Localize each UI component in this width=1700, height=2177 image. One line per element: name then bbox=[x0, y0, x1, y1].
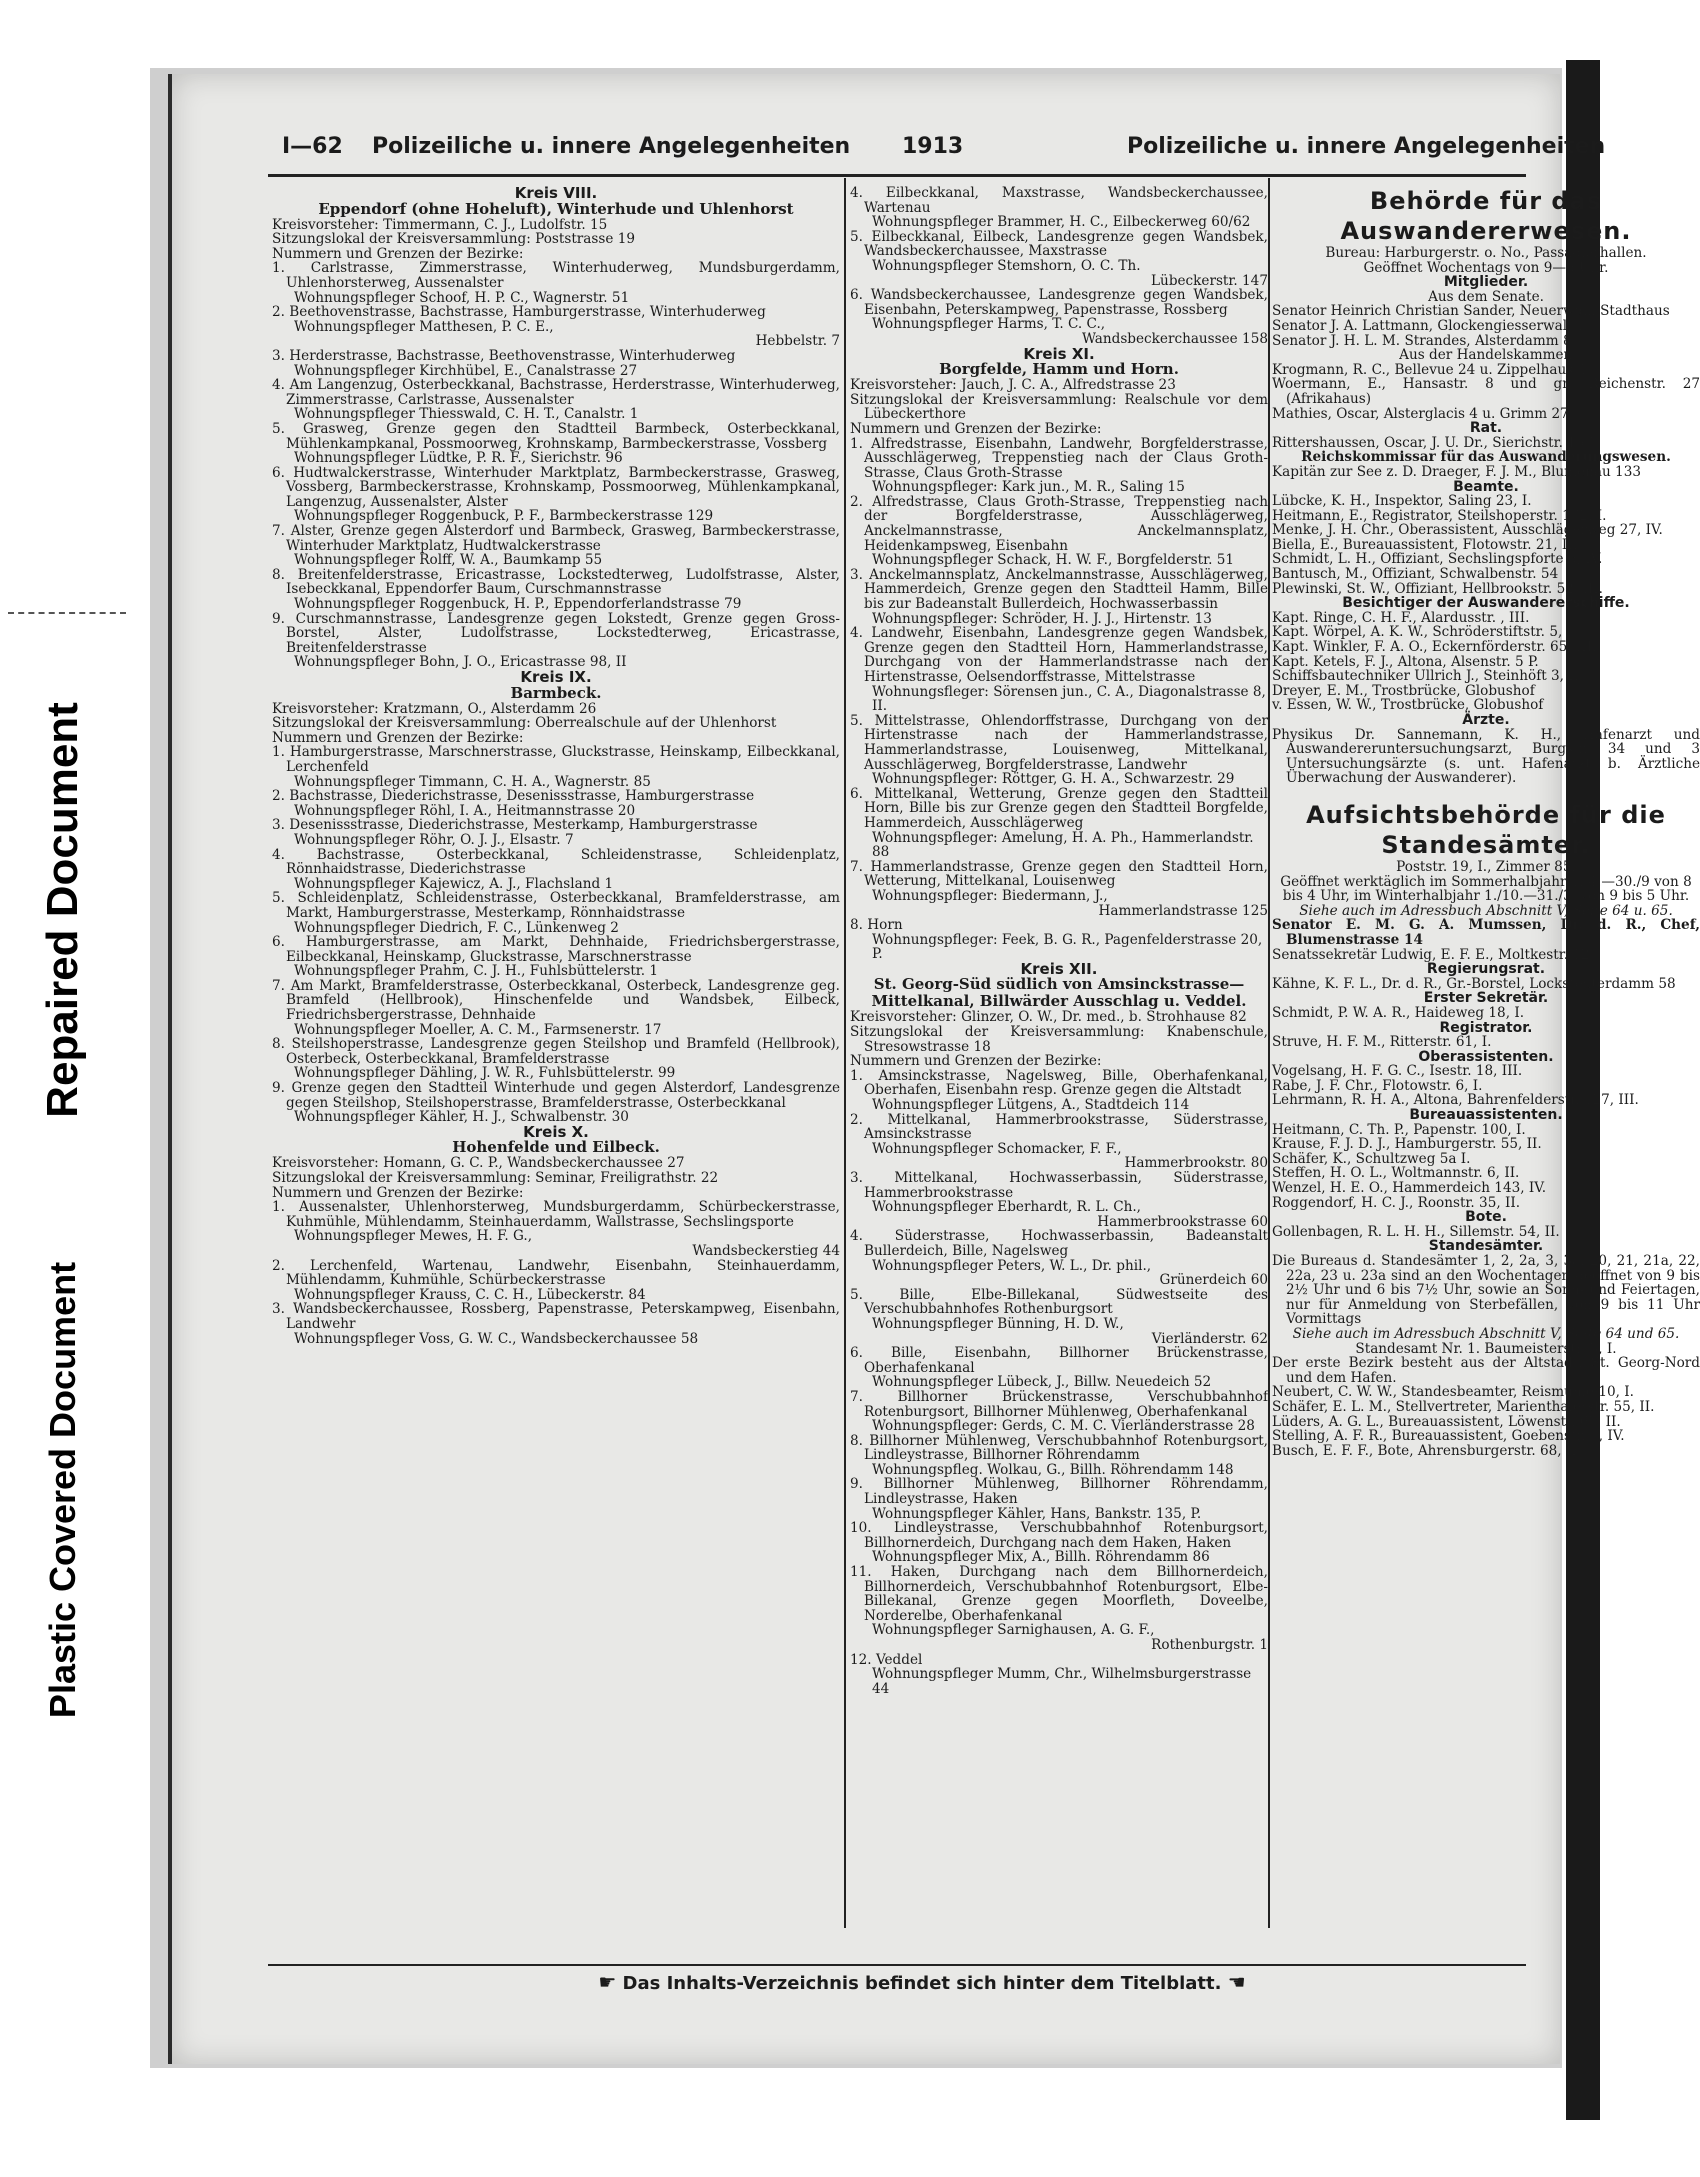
list-item: Kreisvorsteher: Kratzmann, O., Alsterdamm 26 bbox=[272, 700, 597, 717]
district-boundaries: 7. Alster, Grenze gegen Alsterdorf und Barmbeck, Grasweg, Barmbeckerstrasse, Winterhuder Marktplatz, Hudtwalckerstrasse bbox=[272, 523, 840, 554]
district-boundaries: 2. Bachstrasse, Diederichstrasse, Desenissstrasse, Hamburgerstrasse bbox=[272, 788, 755, 805]
wohnungspfleger: Wohnungspfleger: Biedermann, J., bbox=[872, 887, 1108, 904]
aufsichtsbehoerde-title: Aufsichtsbehörde für die Standesämter. bbox=[1306, 800, 1666, 859]
label-divider bbox=[8, 612, 126, 614]
wohnungspfleger: Wohnungspfleger Roggenbuck, P. F., Barmbeckerstrasse 129 bbox=[294, 508, 714, 525]
district-boundaries: 5. Schleidenplatz, Schleidenstrasse, Osterbeckkanal, Bramfelderstrasse, am Markt, Hamburgerstrasse, Mesterkamp, Rönnhaidstrasse bbox=[272, 890, 840, 921]
list-item: Krause, F. J. D. J., Hamburgerstr. 55, II. bbox=[1272, 1136, 1542, 1153]
district-entry bbox=[850, 186, 1268, 230]
wohnungspfleger: Wohnungspfleger Kajewicz, A. J., Flachsland 1 bbox=[294, 875, 614, 892]
list-item: Heitmann, C. Th. P., Papenstr. 100, I. bbox=[1272, 1121, 1526, 1138]
kreis-12-districts bbox=[850, 1069, 1268, 1697]
kreis-11-title: Kreis XI. bbox=[1023, 344, 1095, 363]
senate-members bbox=[1272, 304, 1700, 348]
standesaemter-siehe: Siehe auch im Adressbuch Abschnitt V, Seite 64 und 65. bbox=[1292, 1325, 1680, 1342]
wohnungspfleger: Wohnungspfleger Schomacker, F. F., bbox=[872, 1140, 1122, 1157]
aerzte-heading: Ärzte. bbox=[1462, 712, 1510, 728]
wohnungspfleger: Wohnungspfleger Lüdtke, P. R. F., Sierichstr. 96 bbox=[294, 450, 623, 467]
list-item: Stelling, A. F. R., Bureauassistent, Goebenstr. 7, IV. bbox=[1272, 1428, 1625, 1445]
header-title-left: Polizeiliche u. innere Angelegenheiten bbox=[372, 134, 851, 159]
list-item: Heitmann, E., Registrator, Steilshoperstr. 172, I. bbox=[1272, 507, 1607, 524]
district-entry bbox=[272, 1037, 840, 1081]
wohnungspfleger-address: Hammerbrookstrasse 60 bbox=[1097, 1213, 1268, 1230]
kreis-8-info bbox=[272, 218, 840, 262]
wohnungspfleger: Wohnungspfleger: Feek, B. G. R., Pagenfelderstrasse 20, P. bbox=[872, 931, 1263, 963]
document-page bbox=[168, 74, 1700, 2064]
bureau-address: Bureau: Harburgerstr. o. No., Passagierhallen. bbox=[1325, 245, 1647, 261]
district-boundaries: 8. Billhorner Mühlenweg, Verschubbahnhof Rotenburgsort, Lindleystrasse, Billhorner Röhrendamm bbox=[850, 1432, 1268, 1464]
wohnungspfleger: Wohnungspfleger Bünning, H. D. W., bbox=[872, 1315, 1124, 1332]
footer-note bbox=[472, 1970, 1372, 1994]
district-entry bbox=[850, 288, 1268, 346]
list-item: Nummern und Grenzen der Bezirke: bbox=[850, 1053, 1102, 1070]
list-item: Kreisvorsteher: Glinzer, O. W., Dr. med., b. Strohhause 82 bbox=[850, 1009, 1247, 1026]
district-boundaries: 1. Alfredstrasse, Eisenbahn, Landwehr, Borgfelderstrasse, Ausschlägerweg, Treppenstieg nach der Claus Groth-Strasse, Claus Groth-Strasse bbox=[850, 435, 1268, 481]
list-item: Schäfer, K., Schultzweg 5a I. bbox=[1272, 1150, 1471, 1167]
district-boundaries: 6. Hudtwalckerstrasse, Winterhuder Marktplatz, Barmbeckerstrasse, Grasweg, Vossberg, Barmbeckerstrasse, Krohnskamp, Possmoorweg, Mühlenkampkanal, Langenzug, Aussenalster, Alster bbox=[272, 464, 840, 510]
wohnungspfleger-address: Hammerlandstrasse 125 bbox=[1098, 902, 1268, 919]
page-number: I—62 bbox=[282, 134, 343, 159]
header-year: 1913 bbox=[902, 134, 964, 159]
list-item: Schmidt, L. H., Offiziant, Sechslingspforte 6, IV. bbox=[1272, 551, 1603, 568]
district-boundaries: 4. Eilbeckkanal, Maxstrasse, Wandsbeckerchaussee, Wartenau bbox=[850, 185, 1268, 216]
list-item: Mathies, Oscar, Alsterglacis 4 u. Grimm 27 bbox=[1272, 405, 1569, 422]
standesamt-staff bbox=[1272, 1385, 1700, 1458]
district-entry bbox=[850, 714, 1268, 787]
district-entry bbox=[850, 1288, 1268, 1346]
district-entry bbox=[272, 422, 840, 466]
list-item: v. Essen, W. W., Trostbrücke, Globushof bbox=[1272, 697, 1544, 714]
kreis-8-title: Kreis VIII. bbox=[514, 184, 598, 202]
list-item: Senator J. H. L. M. Strandes, Alsterdamm 8 bbox=[1272, 332, 1572, 349]
district-entry bbox=[850, 568, 1268, 626]
district-boundaries: 1. Amsinckstrasse, Nagelsweg, Bille, Oberhafenkanal, Oberhafen, Eisenbahn resp. Grenze gegen die Altstadt bbox=[850, 1067, 1268, 1099]
beamte-list bbox=[1272, 494, 1700, 596]
district-entry bbox=[850, 1229, 1268, 1287]
district-boundaries: 3. Anckelmannsplatz, Anckelmannstrasse, Ausschlägerweg, Hammerdeich, Grenze gegen den Stadtteil Hamm, Bille bis zur Badeanstalt Bullerdeich, Hochwasserbassin bbox=[850, 566, 1268, 613]
wohnungspfleger: Wohnungspfleger: Kark jun., M. R., Saling 15 bbox=[872, 479, 1185, 496]
district-boundaries: 2. Beethovenstrasse, Bachstrasse, Hamburgerstrasse, Winterhuderweg bbox=[272, 304, 766, 321]
list-item: Senator Heinrich Christian Sander, Neuerwall, Stadthaus bbox=[1272, 303, 1670, 320]
wohnungspfleger: Wohnungspfleger Lübeck, J., Billw. Neuedeich 52 bbox=[872, 1374, 1212, 1391]
wohnungspfleger-address: Hammerbrookstr. 80 bbox=[1124, 1155, 1268, 1172]
district-entry bbox=[850, 1113, 1268, 1171]
bureauassistenten-heading: Bureauassistenten. bbox=[1409, 1107, 1563, 1124]
list-item: Nummern und Grenzen der Bezirke: bbox=[272, 1184, 524, 1201]
oberassistenten-heading: Oberassistenten. bbox=[1418, 1048, 1554, 1065]
district-boundaries: 8. Horn bbox=[850, 917, 903, 934]
district-entry bbox=[272, 789, 840, 818]
district-entry bbox=[272, 261, 840, 305]
district-boundaries: 11. Haken, Durchgang nach dem Billhornerdeich, Billhornerdeich, Verschubbahnhof Rotenburgsort, Elbe-Billekanal, Grenze gegen Moorfleth, Doveelbe, Norderelbe, Oberhafenkanal bbox=[850, 1564, 1268, 1624]
plastic-covered-label: Plastic Covered Document bbox=[42, 1261, 84, 1719]
wohnungspfleger: Wohnungspfleger Voss, G. W. C., Wandsbeckerchaussee 58 bbox=[294, 1330, 699, 1347]
regierungsrat-entry: Kähne, K. F. L., Dr. d. R., Gr.-Borstel, Lockstedterdamm 58 bbox=[1272, 975, 1676, 992]
district-boundaries: 1. Aussenalster, Uhlenhorsterweg, Mundsburgerdamm, Schürbeckerstrasse, Kuhmühle, Mühlendamm, Steinhauerdamm, Wallstrasse, Sechslingsporte bbox=[272, 1199, 840, 1230]
district-entry bbox=[850, 1069, 1268, 1113]
besichtiger-list bbox=[1272, 611, 1700, 713]
district-boundaries: 2. Lerchenfeld, Wartenau, Landwehr, Eisenbahn, Steinhauerdamm, Mühlendamm, Kuhmühle, Schürbeckerstrasse bbox=[272, 1257, 840, 1289]
repaired-document-label: Repaired Document bbox=[38, 702, 88, 1118]
list-item: Vogelsang, H. F. G. C., Isestr. 18, III. bbox=[1272, 1063, 1523, 1080]
kreis-12-info bbox=[850, 1010, 1268, 1068]
district-boundaries: 1. Carlstrasse, Zimmerstrasse, Winterhuderweg, Mundsburgerdamm, Uhlenhorsterweg, Aussenalster bbox=[272, 260, 840, 291]
kreis-8-subtitle: Eppendorf (ohne Hoheluft), Winterhude und Uhlenhorst bbox=[318, 199, 794, 218]
wohnungspfleger: Wohnungspfleg. Wolkau, G., Billh. Röhrendamm 148 bbox=[872, 1461, 1234, 1478]
footer-text: Das Inhalts-Verzeichnis befindet sich hinter dem Titelblatt. bbox=[622, 1973, 1222, 1994]
list-item: Schäfer, E. L. M., Stellvertreter, Marienthalerstr. 55, II. bbox=[1272, 1398, 1655, 1415]
senat-heading: Aus dem Senate. bbox=[1428, 288, 1544, 305]
list-item: Sitzungslokal der Kreisversammlung: Poststrasse 19 bbox=[272, 231, 636, 248]
list-item: Plewinski, St. W., Offiziant, Hellbrookstr. 52, III. bbox=[1272, 580, 1603, 597]
district-boundaries: 4. Süderstrasse, Hochwasserbassin, Badeanstalt Bullerdeich, Bille, Nagelsweg bbox=[850, 1228, 1268, 1259]
district-entry bbox=[272, 378, 840, 422]
wohnungspfleger: Wohnungspfleger Diedrich, F. C., Lünkenweg 2 bbox=[294, 919, 619, 936]
reichskommissar-heading: Reichskommissar für das Auswanderungswesen. bbox=[1301, 449, 1671, 466]
district-boundaries: 4. Bachstrasse, Osterbeckkanal, Schleidenstrasse, Schleidenplatz, Rönnhaidstrasse, Diederichstrasse bbox=[272, 846, 840, 878]
district-boundaries: 8. Steilshoperstrasse, Landesgrenze gegen Steilshop und Bramfeld (Hellbrook), Osterbeck, Osterbeckkanal, Bramfelderstrasse bbox=[272, 1036, 840, 1067]
district-boundaries: 5. Mittelstrasse, Ohlendorffstrasse, Durchgang von der Hirtenstrasse nach der Hammerlandstrasse, Hammerlandstrasse, Louisenweg, Mittelkanal, Ausschlägerweg, Borgfelderstrasse, Landwehr bbox=[850, 712, 1268, 773]
kreis-12-title: Kreis XII. bbox=[1020, 959, 1098, 978]
wohnungspfleger: Wohnungspfleger Stemshorn, O. C. Th. bbox=[872, 257, 1141, 274]
list-item: Sitzungslokal der Kreisversammlung: Oberrealschule auf der Uhlenhorst bbox=[272, 715, 777, 732]
kreis-9-districts bbox=[272, 745, 840, 1124]
registrator-heading: Registrator. bbox=[1439, 1019, 1533, 1036]
wohnungspfleger: Wohnungspfleger Kirchhübel, E., Canalstrasse 27 bbox=[294, 362, 638, 379]
district-entry bbox=[850, 1390, 1268, 1434]
list-item: Kreisvorsteher: Jauch, J. C. A., Alfredstrasse 23 bbox=[850, 377, 1176, 394]
wohnungspfleger: Wohnungspfleger: Amelung, H. A. Ph., Hammerlandstr. 88 bbox=[872, 829, 1254, 861]
district-entry bbox=[850, 1653, 1268, 1697]
wohnungspfleger: Wohnungspfleger Mewes, H. F. G., bbox=[294, 1228, 533, 1245]
kreis-11-info bbox=[850, 378, 1268, 436]
district-entry bbox=[850, 1521, 1268, 1565]
bote-heading: Bote. bbox=[1465, 1209, 1507, 1226]
list-item: Menke, J. H. Chr., Oberassistent, Ausschlägerweg 27, IV. bbox=[1272, 522, 1663, 539]
district-entry bbox=[850, 437, 1268, 495]
district-entry bbox=[272, 891, 840, 935]
list-item: Kapt. Winkler, F. A. O., Eckernförderstr. 65, III. bbox=[1272, 639, 1597, 656]
district-entry bbox=[272, 305, 840, 349]
handelskammer-heading: Aus der Handelskammer. bbox=[1399, 347, 1573, 364]
list-item: Nummern und Grenzen der Bezirke: bbox=[850, 420, 1102, 437]
list-item: Schiffsbautechniker Ullrich J., Steinhöft 3, II. bbox=[1272, 668, 1584, 685]
beamte-heading: Beamte. bbox=[1453, 478, 1519, 495]
list-item: Biella, E., Bureauassistent, Flotowstr. 21, III. bbox=[1272, 536, 1583, 553]
kreis-9-subtitle: Barmbeck. bbox=[510, 683, 602, 702]
list-item: Dreyer, E. M., Trostbrücke, Globushof bbox=[1272, 682, 1535, 699]
rat-entry: Rittershaussen, Oscar, J. U. Dr., Sierichstr. 157 bbox=[1272, 434, 1594, 451]
standesaemter-text: Die Bureaus d. Standesämter 1, 2, 2a, 3, 3a, 20, 21, 21a, 22, 22a, 23 u. 23a sind an den Wochentagen geöffnet von 9 bis 2½ Uhr und 6 bis 7½ Uhr, sowie an Sonn- und Feiertagen, nur für Anmeldung von Sterbefällen, von 9 bis 11 Uhr Vormittags bbox=[1272, 1253, 1700, 1328]
wohnungspfleger: Wohnungsfleger: Sörensen jun., C. A., Diagonalstrasse 8, II. bbox=[872, 683, 1266, 715]
wohnungspfleger: Wohnungspfleger Dähling, J. W. R., Fuhlsbüttelerstr. 99 bbox=[294, 1065, 676, 1082]
bureau-hours: Geöffnet Wochentags von 9—5 Uhr. bbox=[1363, 259, 1609, 276]
wohnungspfleger: Wohnungspfleger Kähler, Hans, Bankstr. 135, P. bbox=[872, 1505, 1202, 1522]
district-boundaries: 6. Hamburgerstrasse, am Markt, Dehnhaide, Friedrichsbergerstrasse, Eilbeckkanal, Heinskamp, Gluckstrasse, Marschnerstrasse bbox=[272, 934, 840, 965]
wohnungspfleger: Wohnungspfleger Thiesswald, C. H. T., Canalstr. 1 bbox=[294, 406, 639, 423]
bezirk-text: Der erste Bezirk besteht aus der Altstadt, St. Georg-Nord und dem Hafen. bbox=[1272, 1355, 1700, 1386]
list-item: Rabe, J. F. Chr., Flotowstr. 6, I. bbox=[1272, 1077, 1483, 1094]
district-boundaries: 3. Desenissstrasse, Diederichstrasse, Mesterkamp, Hamburgerstrasse bbox=[272, 817, 758, 834]
list-item: Steffen, H. O. L., Woltmannstr. 6, II. bbox=[1272, 1165, 1520, 1182]
district-entry bbox=[272, 1259, 840, 1303]
district-boundaries: 3. Wandsbeckerchaussee, Rossberg, Papenstrasse, Peterskampweg, Eisenbahn, Landwehr bbox=[272, 1301, 840, 1332]
kreis-10-subtitle: Hohenfelde und Eilbeck. bbox=[452, 1138, 660, 1157]
aerzte-entry: Physikus Dr. Sannemann, K. H., Hafenarzt und Auswandereruntersuchungsarzt, Burgstr. 34 und 3 Untersuchungsärzte (s. unt. Hafenarzt b. Ärztliche Überwachung der Auswanderer). bbox=[1272, 726, 1700, 787]
wohnungspfleger: Wohnungspfleger Schack, H. W. F., Borgfelderstr. 51 bbox=[872, 552, 1235, 569]
district-boundaries: 6. Wandsbeckerchaussee, Landesgrenze gegen Wandsbek, Eisenbahn, Peterskampweg, Papenstrasse, Rossberg bbox=[850, 287, 1268, 318]
list-item: Busch, E. F. F., Bote, Ahrensburgerstr. 68, II. bbox=[1272, 1442, 1581, 1459]
list-item: Krogmann, R. C., Bellevue 24 u. Zippelhaus 4 bbox=[1272, 361, 1587, 378]
besichtiger-heading: Besichtiger der Auswandererschiffe. bbox=[1342, 595, 1630, 612]
pointing-hand-icon: ☛ bbox=[598, 1970, 617, 1994]
wohnungspfleger: Wohnungspfleger Mix, A., Billh. Röhrendamm 86 bbox=[872, 1549, 1210, 1566]
district-entry bbox=[272, 568, 840, 612]
kreis-12-subtitle: St. Georg-Süd südlich von Amsinckstrasse— Mittelkanal, Billwärder Ausschlag u. Veddel. bbox=[871, 975, 1247, 1011]
district-entry bbox=[272, 466, 840, 524]
district-entry bbox=[272, 848, 840, 892]
oberassistenten-list bbox=[1272, 1064, 1700, 1108]
district-entry bbox=[272, 612, 840, 670]
wohnungspfleger: Wohnungspfleger: Schröder, H. J. J., Hirtenstr. 13 bbox=[872, 610, 1212, 627]
district-entry bbox=[850, 1565, 1268, 1653]
column-rule-2 bbox=[1268, 178, 1270, 1928]
list-item: Neubert, C. W. W., Standesbeamter, Reismühle 10, I. bbox=[1272, 1384, 1634, 1401]
wohnungspfleger: Wohnungspfleger Eberhardt, R. L. Ch., bbox=[872, 1199, 1141, 1216]
district-boundaries: 8. Breitenfelderstrasse, Ericastrasse, Lockstedterweg, Ludolfstrasse, Alster, Isebeckkanal, Eppendorfer Baum, Curschmannstrasse bbox=[272, 566, 840, 598]
wohnungspfleger: Wohnungspfleger Prahm, C. J. H., Fuhlsbüttelerstr. 1 bbox=[294, 963, 659, 980]
list-item: Roggendorf, H. C. J., Roonstr. 35, II. bbox=[1272, 1194, 1521, 1211]
district-boundaries: 7. Hammerlandstrasse, Grenze gegen den Stadtteil Horn, Wetterung, Mittelkanal, Louisenweg bbox=[850, 858, 1268, 890]
mitglieder-heading: Mitglieder. bbox=[1443, 274, 1529, 291]
kreis-10-districts-cont bbox=[850, 186, 1268, 347]
list-item: Wenzel, H. E. O., Hammerdeich 143, IV. bbox=[1272, 1180, 1547, 1197]
district-entry bbox=[850, 860, 1268, 918]
column-2 bbox=[850, 186, 1268, 1696]
district-entry bbox=[850, 230, 1268, 288]
wohnungspfleger-address: Grünerdeich 60 bbox=[1159, 1272, 1268, 1289]
registrator-entry: Struve, H. F. M., Ritterstr. 61, I. bbox=[1272, 1034, 1492, 1051]
pointing-hand-icon: ☚ bbox=[1227, 1970, 1246, 1994]
district-boundaries: 5. Bille, Elbe-Billekanal, Südwestseite des Verschubbahnhofes Rothenburgsort bbox=[850, 1286, 1268, 1318]
district-boundaries: 4. Am Langenzug, Osterbeckkanal, Bachstrasse, Herderstrasse, Winterhuderweg, Zimmerstrasse, Carlstrasse, Aussenalster bbox=[272, 377, 840, 408]
district-boundaries: 4. Landwehr, Eisenbahn, Landesgrenze gegen Wandsbek, Grenze gegen den Stadtteil Horn, Hammerlandstrasse, Durchgang von der Hammerlandstrasse nach der Hirtenstrasse, Oelsendorffstrasse, Mittelstrasse bbox=[850, 625, 1268, 685]
standesaemter-heading: Standesämter. bbox=[1428, 1238, 1544, 1255]
district-boundaries: 6. Bille, Eisenbahn, Billhorner Brückenstrasse, Oberhafenkanal bbox=[850, 1345, 1268, 1376]
list-item: Nummern und Grenzen der Bezirke: bbox=[272, 245, 524, 262]
wohnungspfleger-address: Vierländerstr. 62 bbox=[1151, 1330, 1268, 1347]
aufsicht-siehe: Siehe auch im Adressbuch Abschnitt V, Seite 64 u. 65. bbox=[1299, 902, 1673, 919]
district-boundaries: 5. Eilbeckkanal, Eilbeck, Landesgrenze gegen Wandsbek, Wandsbeckerchaussee, Maxstrasse bbox=[850, 228, 1268, 260]
district-boundaries: 2. Mittelkanal, Hammerbrookstrasse, Süderstrasse, Amsinckstrasse bbox=[850, 1111, 1268, 1143]
kreis-8-districts bbox=[272, 261, 840, 670]
wohnungspfleger: Wohnungspfleger Kähler, H. J., Schwalbenstr. 30 bbox=[294, 1109, 629, 1126]
wohnungspfleger-address: Hebbelstr. 7 bbox=[755, 333, 840, 350]
wohnungspfleger: Wohnungspfleger Timmann, C. H. A., Wagnerstr. 85 bbox=[294, 773, 651, 790]
wohnungspfleger: Wohnungspfleger Mumm, Chr., Wilhelmsburgerstrasse 44 bbox=[872, 1666, 1252, 1697]
sekretaer-heading: Erster Sekretär. bbox=[1423, 990, 1549, 1007]
district-entry bbox=[272, 818, 840, 847]
kreis-11-districts bbox=[850, 437, 1268, 962]
list-item: Sitzungslokal der Kreisversammlung: Seminar, Freiligrathstr. 22 bbox=[272, 1170, 719, 1186]
district-entry bbox=[850, 918, 1268, 962]
wohnungspfleger-address: Lübeckerstr. 147 bbox=[1151, 272, 1268, 289]
district-boundaries: 7. Am Markt, Bramfelderstrasse, Osterbeckkanal, Osterbeck, Landesgrenze geg. Bramfeld (Hellbrook), Hinschenfelde und Wandsbek, Eilbeck, Friedrichsbergerstrasse, Dehnhaide bbox=[272, 977, 840, 1024]
wohnungspfleger: Wohnungspfleger Sarnighausen, A. G. F., bbox=[872, 1622, 1155, 1639]
aufsicht-address: Poststr. 19, I., Zimmer 85. bbox=[1396, 858, 1576, 875]
kapitaen-entry: Kapitän zur See z. D. Draeger, F. J. M., Blumenau 133 bbox=[1272, 463, 1641, 480]
district-entry bbox=[272, 524, 840, 568]
wohnungspfleger: Wohnungspfleger Moeller, A. C. M., Farmsenerstr. 17 bbox=[294, 1021, 662, 1038]
district-boundaries: 3. Mittelkanal, Hochwasserbassin, Süderstrasse, Hammerbrookstrasse bbox=[850, 1170, 1268, 1201]
district-boundaries: 9. Curschmannstrasse, Landesgrenze gegen Lokstedt, Grenze gegen Gross-Borstel, Alster, Ludolfstrasse, Lockstedterweg, Ericastrasse, Breitenfelderstrasse bbox=[272, 610, 840, 656]
header-title-right: Polizeiliche u. innere Angelegenheiten bbox=[1127, 134, 1606, 159]
district-entry bbox=[850, 626, 1268, 714]
standesamt-1: Standesamt Nr. 1. Baumeisterstr. 3, I. bbox=[1355, 1340, 1617, 1357]
column-3 bbox=[1272, 186, 1700, 1458]
wohnungspfleger: Wohnungspfleger: Gerds, C. M. C. Vierländerstrasse 28 bbox=[872, 1418, 1255, 1435]
wohnungspfleger: Wohnungspfleger Lütgens, A., Stadtdeich 114 bbox=[872, 1097, 1190, 1114]
wohnungspfleger: Wohnungspfleger Peters, W. L., Dr. phil., bbox=[872, 1257, 1152, 1274]
district-entry bbox=[272, 1302, 840, 1346]
wohnungspfleger: Wohnungspfleger Harms, T. C. C., bbox=[872, 316, 1106, 333]
sekretaer-entry: Schmidt, P. W. A. R., Haideweg 18, I. bbox=[1272, 1004, 1525, 1021]
list-item: Senator J. A. Lattmann, Glockengiesserwall 1 bbox=[1272, 317, 1585, 334]
column-1 bbox=[272, 186, 840, 1346]
district-entry bbox=[850, 495, 1268, 568]
district-boundaries: 9. Grenze gegen den Stadtteil Winterhude und gegen Alsterdorf, Landesgrenze gegen Steilshop, Steilshoperstrasse, Bramfelderstrasse, Osterbeckkanal bbox=[272, 1080, 840, 1111]
aufsicht-opening: Geöffnet werktäglich im Sommerhalbjahr 1./4.—30./9 von 8 bis 4 Uhr, im Winterhalbjahr 1./10.—31./3. von 9 bis 5 Uhr. bbox=[1280, 873, 1692, 905]
list-item: Lüders, A. G. L., Bureauassistent, Löwenstr. 65, II. bbox=[1272, 1413, 1621, 1430]
district-boundaries: 2. Alfredstrasse, Claus Groth-Strasse, Treppenstieg nach der Borgfelderstrasse, Ausschlägerweg, Anckelmannstrasse, Anckelmannsplatz, Heidenkampsweg, Eisenbahn bbox=[850, 493, 1268, 554]
column-rule-1 bbox=[844, 178, 846, 1928]
list-item: Woermann, E., Hansastr. 8 und gr. Reichenstr. 27 (Afrikahaus) bbox=[1272, 376, 1700, 407]
handelskammer-members bbox=[1272, 363, 1700, 421]
list-item: Kreisvorsteher: Timmermann, C. J., Ludolfstr. 15 bbox=[272, 216, 608, 233]
wohnungspfleger: Wohnungspfleger Krauss, C. C. H., Lübeckerstr. 84 bbox=[294, 1286, 646, 1303]
regierungsrat-heading: Regierungsrat. bbox=[1426, 961, 1546, 978]
district-entry bbox=[272, 935, 840, 979]
wohnungspfleger: Wohnungspfleger Roggenbuck, H. P., Eppendorferlandstrasse 79 bbox=[294, 596, 742, 613]
list-item: Lehrmann, R. H. A., Altona, Bahrenfelderstr. 127, III. bbox=[1272, 1092, 1639, 1109]
kreis-10-districts bbox=[272, 1200, 840, 1346]
bureauassistenten-list bbox=[1272, 1123, 1700, 1211]
list-item: Sitzungslokal der Kreisversammlung: Knabenschule, Stresowstrasse 18 bbox=[850, 1024, 1268, 1055]
district-entry bbox=[272, 979, 840, 1037]
wohnungspfleger-address: Wandsbeckerchaussee 158 bbox=[1081, 330, 1268, 347]
district-entry bbox=[272, 349, 840, 378]
kreis-9-title: Kreis IX. bbox=[520, 668, 592, 686]
district-boundaries: 3. Herderstrasse, Bachstrasse, Beethovenstrasse, Winterhuderweg bbox=[272, 347, 736, 364]
kreis-10-title: Kreis X. bbox=[523, 1122, 589, 1141]
kreis-9-info bbox=[272, 702, 840, 746]
district-entry bbox=[850, 1434, 1268, 1478]
district-boundaries: 1. Hamburgerstrasse, Marschnerstrasse, Gluckstrasse, Heinskamp, Eilbeckkanal, Lerchenfeld bbox=[272, 744, 840, 775]
list-item: Nummern und Grenzen der Bezirke: bbox=[272, 729, 524, 746]
senator-chef: Senator E. M. G. A. Mumssen, Dr. d. R., Chef, Blumenstrasse 14 bbox=[1272, 917, 1700, 948]
auswanderer-title: Behörde für das Auswandererwesen. bbox=[1340, 187, 1632, 245]
district-entry bbox=[850, 1477, 1268, 1521]
header-rule bbox=[268, 174, 1526, 177]
kreis-10-info bbox=[272, 1156, 840, 1200]
district-boundaries: 7. Billhorner Brückenstrasse, Verschubbahnhof Rotenburgsort, Billhorner Mühlenweg, Oberhafenkanal bbox=[850, 1388, 1268, 1420]
district-boundaries: 12. Veddel bbox=[850, 1651, 923, 1668]
wohnungspfleger: Wohnungspfleger Schoof, H. P. C., Wagnerstr. 51 bbox=[294, 289, 630, 306]
wohnungspfleger: Wohnungspfleger: Röttger, G. H. A., Schwarzestr. 29 bbox=[872, 771, 1235, 788]
district-boundaries: 6. Mittelkanal, Wetterung, Grenze gegen den Stadtteil Horn, Bille bis zur Grenze gegen den Stadtteil Borgfelde, Hammerdeich, Ausschlägerweg bbox=[850, 785, 1268, 831]
district-boundaries: 5. Grasweg, Grenze gegen den Stadtteil Barmbeck, Osterbeckkanal, Mühlenkampkanal, Possmoorweg, Krohnskamp, Barmbeckerstrasse, Vossberg bbox=[272, 420, 840, 452]
wohnungspfleger: Wohnungspfleger Röhl, I. A., Heitmannstrasse 20 bbox=[294, 802, 636, 819]
district-entry bbox=[272, 1081, 840, 1125]
list-item: Kapt. Ketels, F. J., Altona, Alsenstr. 5 P. bbox=[1272, 653, 1539, 670]
list-item: Lübcke, K. H., Inspektor, Saling 23, I. bbox=[1272, 493, 1532, 510]
district-boundaries: 10. Lindleystrasse, Verschubbahnhof Rotenburgsort, Billhornerdeich, Durchgang nach dem Haken, Haken bbox=[850, 1520, 1268, 1551]
district-entry bbox=[850, 787, 1268, 860]
bote-entry: Gollenbagen, R. L. H. H., Sillemstr. 54, II. bbox=[1272, 1223, 1560, 1240]
list-item: Bantusch, M., Offiziant, Schwalbenstr. 54 bbox=[1272, 566, 1559, 583]
district-entry bbox=[850, 1171, 1268, 1229]
rat-heading: Rat. bbox=[1469, 420, 1503, 437]
district-entry bbox=[850, 1346, 1268, 1390]
list-item: Kapt. Ringe, C. H. F., Alardusstr. , III. bbox=[1272, 609, 1530, 626]
kreis-11-subtitle: Borgfelde, Hamm und Horn. bbox=[939, 360, 1179, 379]
list-item: Kreisvorsteher: Homann, G. C. P., Wandsbeckerchaussee 27 bbox=[272, 1155, 685, 1172]
district-entry bbox=[272, 1200, 840, 1258]
district-entry bbox=[272, 745, 840, 789]
wohnungspfleger-address: Wandsbeckerstieg 44 bbox=[692, 1242, 840, 1259]
list-item: Kapt. Wörpel, A. K. W., Schröderstiftstr. 5, I. bbox=[1272, 624, 1577, 641]
page-header bbox=[282, 134, 1606, 174]
senatssekretaer: Senatssekretär Ludwig, E. F. E., Moltkestr. 12 bbox=[1272, 946, 1590, 963]
wohnungspfleger: Wohnungspfleger Röhr, O. J. J., Elsastr. 7 bbox=[294, 831, 574, 848]
wohnungspfleger: Wohnungspfleger Rolff, W. A., Baumkamp 55 bbox=[294, 552, 603, 569]
wohnungspfleger: Wohnungspfleger Brammer, H. C., Eilbeckerweg 60/62 bbox=[872, 214, 1251, 231]
list-item: Sitzungslokal der Kreisversammlung: Realschule vor dem Lübeckerthore bbox=[850, 391, 1268, 423]
wohnungspfleger: Wohnungspfleger Matthesen, P. C. E., bbox=[294, 318, 554, 335]
wohnungspfleger: Wohnungspfleger Bohn, J. O., Ericastrasse 98, II bbox=[294, 654, 627, 671]
district-boundaries: 9. Billhorner Mühlenweg, Billhorner Röhrendamm, Lindleystrasse, Haken bbox=[850, 1476, 1268, 1508]
footer-rule bbox=[268, 1964, 1526, 1966]
wohnungspfleger-address: Rothenburgstr. 1 bbox=[1151, 1637, 1268, 1653]
